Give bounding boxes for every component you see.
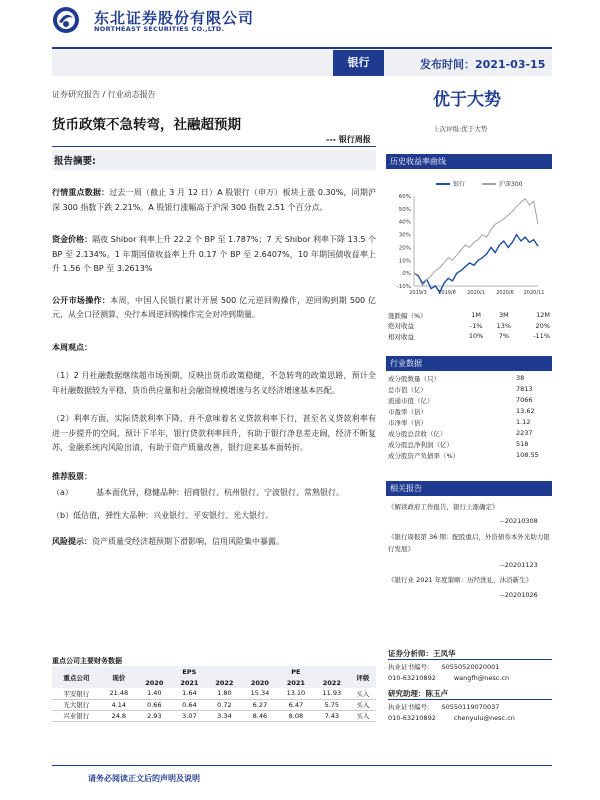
footer-disclaimer: 请务必阅读正文后的声明及说明 — [88, 774, 200, 783]
cell: 13% — [496, 321, 512, 330]
email-link[interactable]: chenyulu@nesc.cn — [453, 714, 515, 722]
cell: 买入 — [350, 699, 376, 710]
cell: 8.46 — [242, 710, 278, 721]
cert-number: S0550119070037 — [441, 703, 500, 711]
cell: 3.34 — [207, 710, 242, 721]
stat-row — [388, 418, 548, 429]
pick-a-label: （a） — [52, 488, 73, 497]
phone: 010-63210892 — [388, 714, 436, 722]
year-eps-2022: 2022 — [207, 677, 242, 688]
cell: 24.8 — [101, 710, 137, 721]
y-tick-label: 10% — [398, 258, 411, 265]
analyst-1-cert — [388, 662, 499, 671]
analyst-role: 研究助理： — [388, 689, 426, 698]
legend-label: 沪深300 — [499, 181, 523, 188]
cell: 7.43 — [314, 710, 350, 721]
stat-value: 38 — [516, 374, 525, 382]
cell: 20% — [535, 321, 550, 330]
stat-label: 成分股资产负债率（%） — [388, 452, 460, 460]
sector-tag: 银行 — [333, 50, 384, 76]
x-tick-label: 2019/8 — [438, 290, 456, 296]
year-eps-2020: 2020 — [137, 677, 172, 688]
cell: 0.66 — [137, 699, 172, 710]
analyst-2-line — [388, 688, 448, 699]
x-tick-label: 2020/1 — [467, 290, 485, 296]
related-report-title: 《解读政府工作报告，银行上涨确定》 — [388, 503, 499, 511]
risk-paragraph — [52, 535, 376, 550]
x-tick-label: 2020/6 — [496, 290, 514, 296]
stat-row — [388, 396, 548, 407]
stat-row — [388, 451, 548, 462]
fin-table — [52, 666, 376, 722]
publish-date: 发布时间：2021-03-15 — [420, 58, 546, 71]
cell: 11.93 — [314, 688, 350, 699]
analyst-2-cert — [388, 702, 499, 711]
risk-label: 风险提示： — [52, 537, 92, 546]
legend-label: 银行 — [453, 181, 466, 188]
year-eps-2021: 2021 — [172, 677, 207, 688]
table-row — [52, 699, 376, 710]
series-line-bank — [414, 235, 538, 293]
open-market-label: 公开市场操作： — [52, 295, 111, 305]
stat-label: 流通市值（亿） — [388, 397, 434, 405]
analyst-rule — [388, 699, 552, 700]
cell: 买入 — [350, 688, 376, 699]
stat-value: 7813 — [516, 385, 533, 393]
stat-value: 1.12 — [516, 418, 531, 426]
company-name-en: NORTHEAST SECURITIES CO.,LTD. — [94, 25, 225, 33]
rating-main: 优于大势 — [433, 90, 501, 110]
related-report-date: --20210308 — [500, 517, 538, 525]
market-data-paragraph — [52, 186, 376, 215]
stat-value: 7066 — [516, 396, 533, 404]
summary-heading: 报告摘要: — [52, 150, 376, 170]
cell: 6.27 — [242, 699, 278, 710]
report-title: 货币政策不急转弯，社融超预期 — [52, 117, 241, 133]
stat-value: 13.62 — [516, 407, 535, 415]
picks-heading: 推荐股票： — [52, 471, 92, 481]
pick-a — [52, 486, 376, 501]
rating-previous: 上次评级:优于大势 — [433, 125, 488, 133]
chart-heading: 历史收益率曲线 — [386, 154, 552, 169]
cell: 10% — [468, 332, 484, 341]
table-row — [52, 688, 376, 699]
stat-label: 成分股数量（只） — [388, 375, 440, 383]
cell: 0.64 — [172, 699, 207, 710]
stat-label: 市盈率（倍） — [388, 408, 427, 416]
analyst-rule — [388, 659, 552, 660]
cell: 平安银行 — [52, 688, 101, 699]
series-line-csi300 — [414, 199, 538, 286]
cell: 相对收益 — [388, 332, 414, 341]
summary-section — [52, 150, 376, 550]
y-tick-label: 30% — [398, 232, 411, 239]
col-price: 现价 — [101, 666, 137, 688]
pick-a-text: 基本面优异，稳健品种：招商银行、杭州银行、宁波银行、常熟银行。 — [96, 488, 344, 497]
funding-price-paragraph — [52, 233, 376, 277]
analyst-1-contact — [388, 674, 509, 682]
y-tick-label: 20% — [398, 245, 411, 252]
breadcrumb: 证券研究报告 / 行业动态报告 — [52, 90, 156, 99]
open-market-paragraph — [52, 294, 376, 323]
weekly-views-heading: 本周观点： — [52, 342, 92, 352]
returns-col-1m: 1M — [471, 311, 481, 320]
stat-value: 518 — [516, 440, 529, 448]
related-report-date: --20201026 — [500, 591, 538, 599]
stat-value: 108.55 — [516, 451, 539, 459]
cell: -1% — [469, 321, 483, 330]
x-tick-label: 2020/11 — [523, 290, 545, 296]
table-row — [388, 321, 550, 332]
cell: 8.08 — [278, 710, 314, 721]
funding-price-text: 隔夜 Shibor 利率上升 22.2 个 BP 至 1.787%；7 天 Shibor 利率下降 13.5 个 BP 至 2.134%。1 年期国债收益率上升 0.17 个 BP 至 2.6407%，10 年期国债收益率上升 1.56 个 BP 至 3.2613% — [52, 235, 377, 273]
y-tick-label: 60% — [398, 194, 411, 200]
y-tick-label: 50% — [398, 206, 411, 213]
related-report-title: 《银行业 2021 年度策略：历经洗礼，沐浴新生》 — [388, 576, 533, 584]
analyst-1-line — [388, 648, 456, 659]
stat-label: 市净率（倍） — [388, 419, 427, 427]
market-data-label: 行情重点数据： — [52, 188, 110, 197]
year-pe-2020: 2020 — [242, 677, 278, 688]
stat-value: 2237 — [516, 429, 533, 437]
col-rating: 评级 — [350, 666, 376, 688]
col-eps: EPS — [137, 666, 242, 677]
analyst-2-contact — [388, 714, 515, 722]
cell: 4.14 — [101, 699, 137, 710]
stat-row — [388, 374, 548, 385]
table-row — [52, 710, 376, 721]
table-row — [388, 331, 550, 342]
risk-text: 资产质量受经济超预期下滑影响，信用风险集中暴露。 — [92, 537, 284, 546]
stat-label: 成分股总净利润（亿） — [388, 441, 453, 449]
cell: 兴业银行 — [52, 710, 101, 721]
cell: 3.07 — [172, 710, 207, 721]
market-data-text: 过去一周（截止 3 月 12 日）A 股银行（申万）板块上涨 0.30%，同期沪深 300 指数下跌 2.21%。A 股银行涨幅高于沪深 300 指数 2.51 个百分点。 — [52, 188, 376, 212]
stat-label: 成分股总营收（亿） — [388, 430, 447, 438]
cert-label: 执业证书编号： — [388, 663, 434, 671]
cell: 5.75 — [314, 699, 350, 710]
cell: 绝对收益 — [388, 322, 414, 331]
stat-row — [388, 407, 548, 418]
cell: 买入 — [350, 710, 376, 721]
stat-row — [388, 429, 548, 440]
y-tick-label: -10% — [396, 284, 411, 290]
col-company: 重点公司 — [52, 666, 101, 688]
year-pe-2022: 2022 — [314, 677, 350, 688]
stat-row — [388, 440, 548, 451]
stat-row — [388, 385, 548, 396]
cert-number: S0550520020001 — [441, 663, 500, 671]
cell: 6.47 — [278, 699, 314, 710]
pick-b: （b）低估值，弹性大品种：兴业银行、平安银行、光大银行。 — [52, 510, 274, 520]
related-reports-heading: 相关报告 — [386, 481, 552, 496]
industry-data-heading: 行业数据 — [386, 356, 552, 371]
cell: 7% — [498, 332, 510, 341]
analyst-role: 证券分析师： — [388, 649, 433, 658]
header-rule — [52, 47, 552, 49]
cell: 1.64 — [172, 688, 207, 699]
return-chart — [388, 176, 550, 296]
returns-col-3m: 3M — [498, 311, 509, 320]
company-name-cn: 东北证券股份有限公司 — [94, 9, 255, 27]
returns-table — [388, 310, 550, 342]
x-tick-label: 2019/3 — [409, 290, 427, 296]
analyst-name: 陈玉卢 — [425, 689, 448, 698]
report-subtitle: --- 银行周报 — [326, 135, 371, 144]
col-pe: PE — [242, 666, 350, 677]
cell: 光大银行 — [52, 699, 101, 710]
y-tick-label: 0% — [402, 271, 411, 278]
year-pe-2021: 2021 — [278, 677, 314, 688]
email-link[interactable]: wangfh@nesc.cn — [453, 674, 510, 682]
view-2: （2）利率方面，实际贷款利率下降，并不意味着名义贷款利率下行，甚至名义贷款利率有进一步提升的空间，预计下半年，银行贷款利率回升，有助于银行净息差走阔，经济不断复苏，金融系统内风险出清，有助于资产质量改善，银行迎来基本面转折。 — [52, 414, 376, 452]
cert-label: 执业证书编号： — [388, 703, 434, 711]
view-1: （1）2 月社融数据继续超市场预期，反映出货币政策稳健，不急转弯的政策思路，预计全年社融数据较为平稳，货币供应量和社会融资规模增速与名义经济增速基本匹配。 — [52, 371, 376, 395]
cell: 2.93 — [137, 710, 172, 721]
company-logo-icon — [52, 6, 80, 34]
fin-table-caption: 重点公司主要财务数据 — [52, 657, 122, 665]
related-report-date: --20201123 — [500, 561, 538, 569]
stat-label: 总市值（亿） — [388, 386, 427, 394]
cell: 1.80 — [207, 688, 242, 699]
returns-col-12m: 12M — [536, 311, 550, 320]
analyst-name: 王凤华 — [433, 649, 456, 658]
footer-rule — [52, 765, 552, 766]
cell: 0.72 — [207, 699, 242, 710]
funding-price-label: 资金价格： — [52, 235, 93, 244]
cell: -11% — [533, 332, 550, 341]
cell: 21.48 — [101, 688, 137, 699]
cell: 15.34 — [242, 688, 278, 699]
cell: 13.10 — [278, 688, 314, 699]
related-report-title: 《银行周报第 36 期：配股重启，外资债券本外光助力银行发展》 — [388, 533, 550, 553]
returns-col-label: 涨跌幅（%） — [388, 311, 427, 320]
phone: 010-63210892 — [388, 674, 436, 682]
y-tick-label: 40% — [398, 219, 411, 226]
cell: 1.40 — [137, 688, 172, 699]
title-rule — [52, 146, 376, 147]
open-market-text: 本周，中国人民银行累计开展 500 亿元逆回购操作，逆回购到期 500 亿元，从全口径测算，央行本周逆回购操作完全对冲到期量。 — [52, 295, 376, 319]
